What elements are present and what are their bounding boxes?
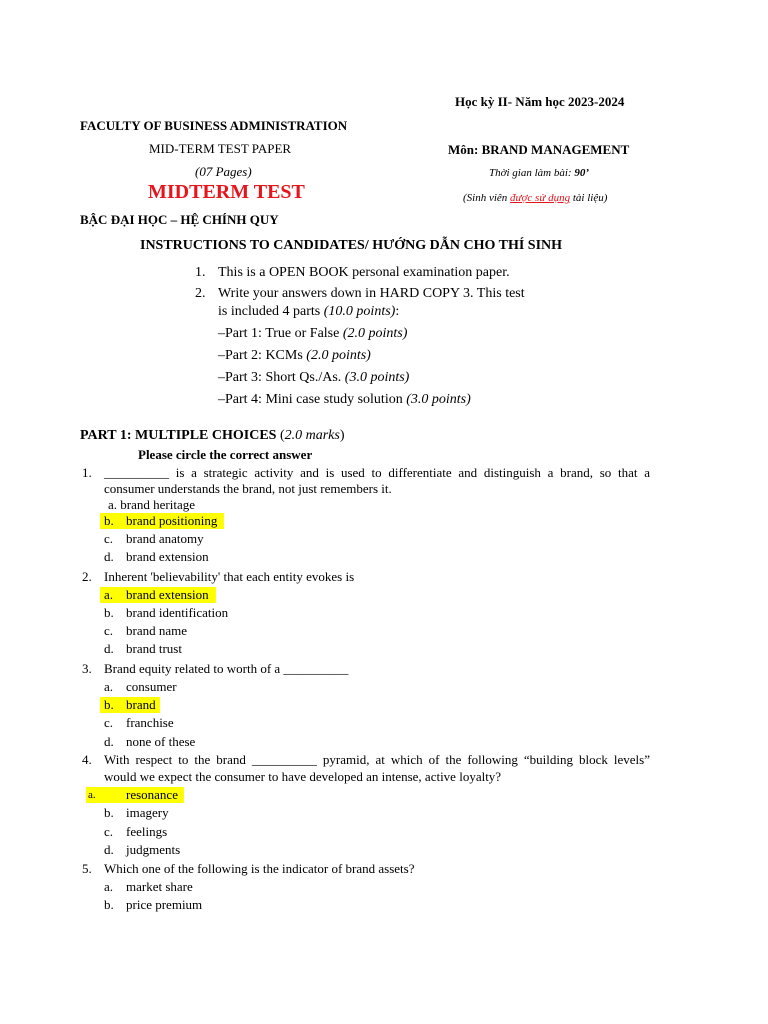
option[interactable]: a. brand heritage — [108, 497, 195, 512]
option[interactable]: b. — [104, 805, 114, 820]
part-item: –Part 1: True or False (2.0 points) — [218, 326, 408, 341]
option-text[interactable]: price premium — [126, 897, 203, 912]
part1-heading: PART 1: MULTIPLE CHOICES (2.0 marks) — [80, 428, 345, 443]
paper-type: MID-TERM TEST PAPER — [149, 141, 292, 156]
option-text[interactable]: brand name — [126, 623, 188, 638]
question-number: 5. — [82, 861, 92, 876]
option[interactable]: b. — [104, 605, 114, 620]
materials-note: (Sinh viên được sử dụng tài liệu) — [463, 192, 608, 204]
instruction-item-continued: is included 4 parts (10.0 points): — [218, 304, 400, 319]
option-text[interactable]: brand identification — [126, 605, 229, 620]
option[interactable]: c. — [104, 623, 114, 638]
option-text[interactable]: imagery — [126, 805, 169, 820]
instruction-number: 2. — [195, 286, 206, 301]
option[interactable]: a. — [104, 679, 114, 694]
option-text[interactable]: none of these — [126, 734, 196, 749]
part-item: –Part 4: Mini case study solution (3.0 points) — [218, 392, 471, 407]
education-level: BẬC ĐẠI HỌC – HỆ CHÍNH QUY — [80, 212, 279, 227]
option[interactable]: c. — [104, 531, 114, 546]
option-text[interactable]: franchise — [126, 715, 174, 730]
subject-label: Môn: BRAND MANAGEMENT — [448, 142, 630, 157]
option-text[interactable]: brand extension — [126, 549, 209, 564]
question-number: 3. — [82, 661, 92, 676]
option-text[interactable]: market share — [126, 879, 193, 894]
question-number: 1. — [82, 465, 92, 480]
option-text[interactable]: feelings — [126, 824, 168, 839]
question-text: Inherent 'believability' that each entity evokes is — [104, 569, 355, 584]
option-text[interactable]: brand anatomy — [126, 531, 204, 546]
faculty-name: FACULTY OF BUSINESS ADMINISTRATION — [80, 118, 348, 133]
question-text: Which one of the following is the indicator of brand assets? — [104, 861, 415, 876]
question-text-continued: consumer understands the brand, not just remembers it. — [104, 481, 392, 496]
part1-subheading: Please circle the correct answer — [138, 447, 313, 462]
option[interactable]: d. — [104, 641, 114, 656]
option-text[interactable]: consumer — [126, 679, 177, 694]
option-highlighted[interactable]: b. brand positioning — [100, 513, 224, 529]
question-number: 2. — [82, 569, 92, 584]
instructions-heading: INSTRUCTIONS TO CANDIDATES/ HƯỚNG DẪN CHO THÍ SINH — [140, 238, 563, 253]
materials-allowed: được sử dụng — [510, 192, 571, 204]
semester-label: Học kỳ II- Năm học 2023-2024 — [455, 94, 625, 109]
option[interactable]: c. — [104, 715, 114, 730]
question-text: Brand equity related to worth of a __________ — [104, 661, 349, 676]
option[interactable]: b. — [104, 897, 114, 912]
option-highlighted[interactable]: b. brand — [100, 697, 160, 713]
instruction-number: 1. — [195, 265, 206, 280]
page-title: MIDTERM TEST — [148, 181, 305, 203]
option[interactable]: a. — [104, 879, 114, 894]
option[interactable]: d. — [104, 734, 114, 749]
instruction-item: This is a OPEN BOOK personal examination paper. — [218, 265, 510, 280]
part-item: –Part 3: Short Qs./As. (3.0 points) — [218, 370, 410, 385]
question-text-continued: would we expect the consumer to have developed an intense, active loyalty? — [104, 769, 502, 784]
option[interactable]: d. — [104, 842, 114, 857]
option-text[interactable]: judgments — [126, 842, 181, 857]
option-highlighted[interactable]: a. brand extension — [100, 587, 216, 603]
option-text[interactable]: brand trust — [126, 641, 182, 656]
option-highlighted[interactable]: a. resonance — [86, 787, 184, 803]
instruction-item: Write your answers down in HARD COPY 3. This test — [218, 286, 525, 301]
question-number: 4. — [82, 752, 92, 767]
question-text: With respect to the brand __________ pyramid, at which of the following “building block levels” — [104, 752, 650, 767]
part-item: –Part 2: KCMs (2.0 points) — [218, 348, 371, 363]
option[interactable]: d. — [104, 549, 114, 564]
page-count: (07 Pages) — [195, 164, 252, 179]
question-text: __________ is a strategic activity and is used to differentiate and distinguish a brand, so that a — [104, 465, 650, 480]
time-allowed: Thời gian làm bài: 90’ — [489, 167, 589, 179]
option[interactable]: c. — [104, 824, 114, 839]
